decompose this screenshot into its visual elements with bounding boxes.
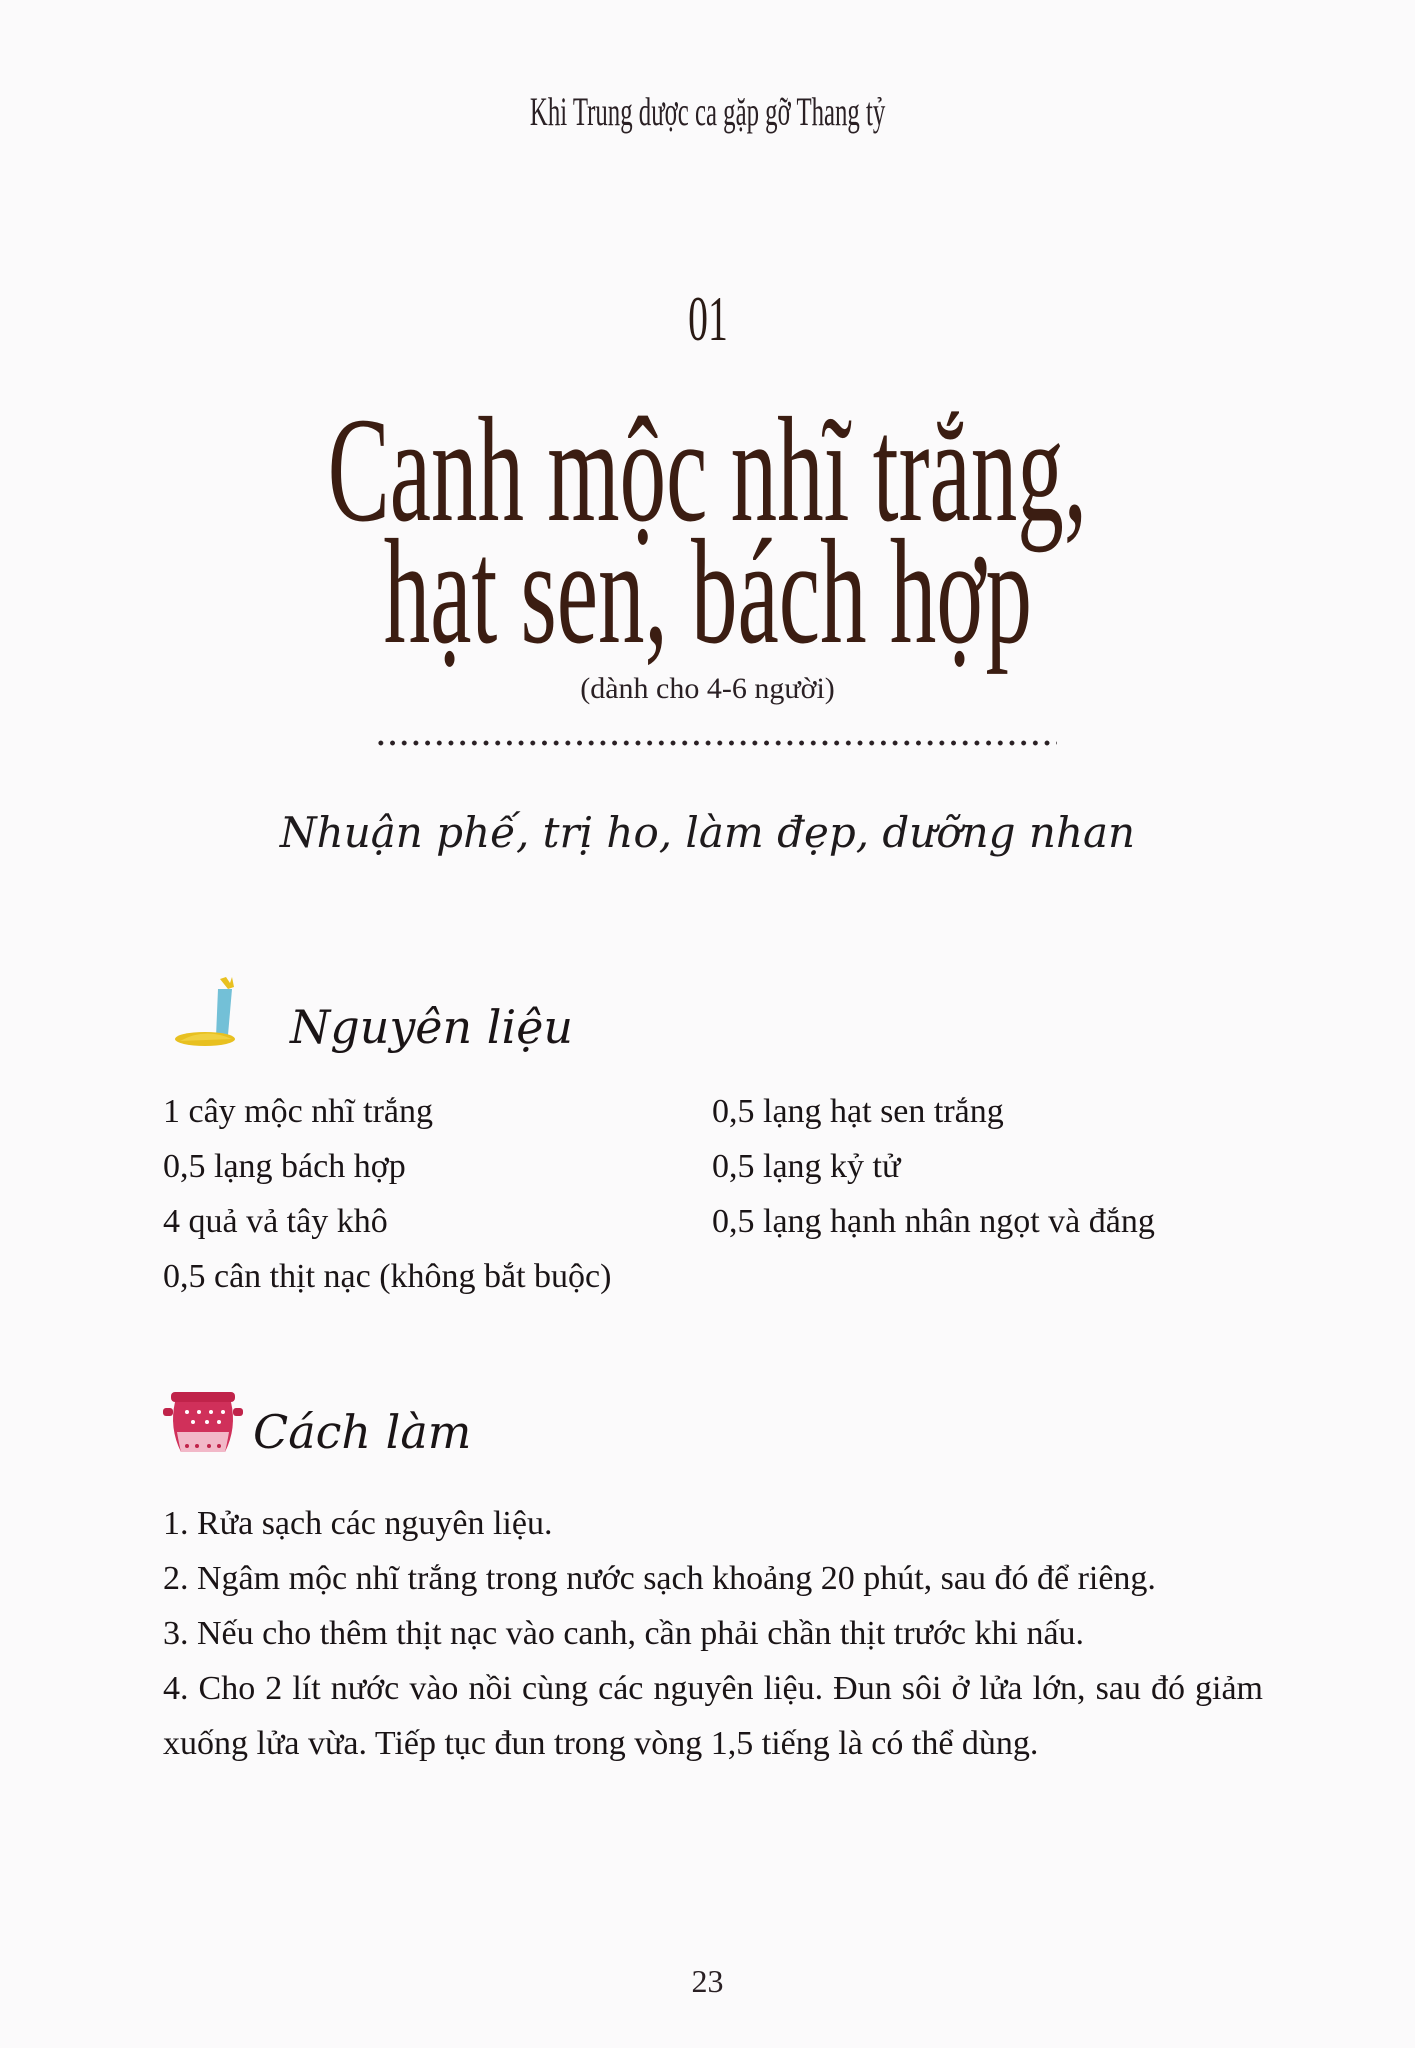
method-step: 4. Cho 2 lít nước vào nồi cùng các nguyên liệu. Đun sôi ở lửa lớn, sau đó giảm xuống lửa vừa. Tiếp tục đun trong vòng 1,5 tiếng là có thể dùng. <box>163 1670 1263 1762</box>
ingredient-item: 1 cây mộc nhĩ trắng <box>163 1093 434 1130</box>
method-step: 2. Ngâm mộc nhĩ trắng trong nước sạch khoảng 20 phút, sau đó để riêng. <box>163 1560 1156 1597</box>
ingredient-item: 0,5 lạng hạt sen trắng <box>712 1093 1004 1130</box>
method-step: 3. Nếu cho thêm thịt nạc vào canh, cần phải chần thịt trước khi nấu. <box>163 1615 1085 1652</box>
chapter-number-text: 01 <box>687 283 728 354</box>
serving-size: (dành cho 4-6 người) <box>580 672 835 705</box>
title-text-2: hạt sen, bách hợp <box>383 509 1032 675</box>
ingredients-heading: Nguyên liệu <box>290 1000 574 1054</box>
ingredient-item: 0,5 lạng kỷ tử <box>712 1148 901 1185</box>
running-header <box>0 88 1415 135</box>
ingredient-item: 4 quả vả tây khô <box>163 1203 388 1240</box>
recipe-title-line-2 <box>0 509 1415 675</box>
dotted-divider <box>375 738 1057 748</box>
title-text-1: Canh mộc nhĩ trắng, <box>327 387 1088 553</box>
tagline: Nhuận phế, trị ho, làm đẹp, dưỡng nhan <box>279 808 1136 857</box>
running-header-text: Khi Trung dược ca gặp gỡ Thang tỷ <box>529 89 886 134</box>
pot-icon <box>163 1388 243 1463</box>
ingredient-item: 0,5 cân thịt nạc (không bắt buộc) <box>163 1258 612 1295</box>
method-heading: Cách làm <box>253 1405 472 1459</box>
method-step: 1. Rửa sạch các nguyên liệu. <box>163 1505 553 1542</box>
page-number: 23 <box>691 1963 724 1999</box>
mortar-spoon-icon <box>170 975 250 1055</box>
chapter-number <box>0 282 1415 356</box>
ingredient-item: 0,5 lạng bách hợp <box>163 1148 406 1185</box>
ingredient-item: 0,5 lạng hạnh nhân ngọt và đắng <box>712 1203 1155 1240</box>
